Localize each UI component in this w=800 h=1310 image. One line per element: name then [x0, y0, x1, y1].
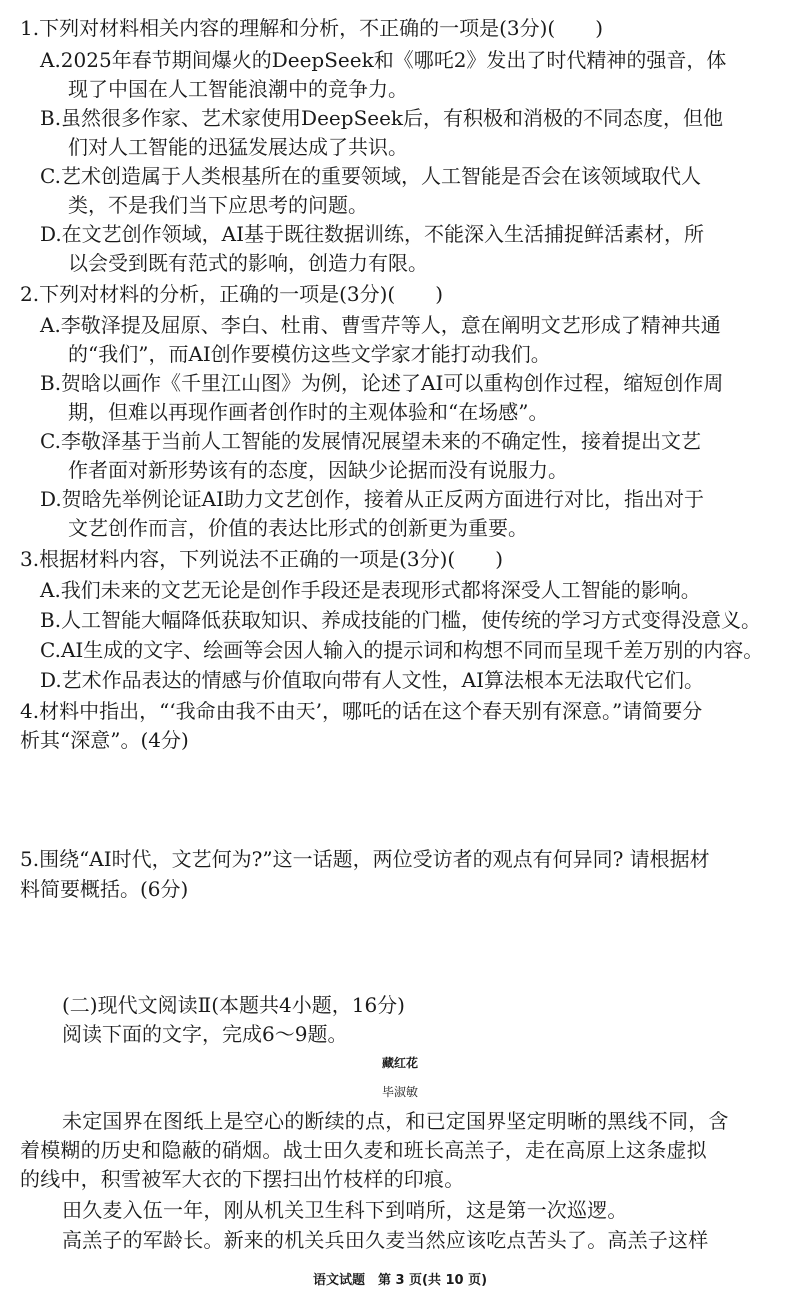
paragraph-2: 田久麦入伍一年，刚从机关卫生科下到哨所，这是第一次巡逻。: [62, 1198, 628, 1222]
paragraph-1-line-3: 的线中，积雪被军大衣的下摆扫出竹枝样的印痕。: [20, 1167, 465, 1191]
q2-option-c: C.李敬泽基于当前人工智能的发展情况展望未来的不确定性，接着提出文艺: [40, 429, 701, 453]
q1-option-d: D.在文艺创作领域，AI基于既往数据训练，不能深入生活捕捉鲜活素材，所: [40, 222, 705, 246]
article-author: 毕淑敏: [381, 1085, 418, 1099]
q1-option-b-cont: 们对人工智能的迅猛发展达成了共识。: [68, 135, 408, 159]
q3-option-c: C.AI生成的文字、绘画等会因人输入的提示词和构想不同而呈现千差万别的内容。: [40, 638, 764, 662]
q2-option-b-cont: 期，但难以再现作画者创作时的主观体验和“在场感”。: [68, 400, 549, 424]
q5-stem: 5.围绕“AI时代，文艺何为?”这一话题，两位受访者的观点有何异同? 请根据材: [20, 847, 710, 871]
q3-option-d: D.艺术作品表达的情感与价值取向带有人文性，AI算法根本无法取代它们。: [40, 668, 705, 692]
q3-stem: 3.根据材料内容，下列说法不正确的一项是(3分)( ): [20, 547, 504, 571]
q2-option-b: B.贺晗以画作《千里江山图》为例，论述了AI可以重构创作过程，缩短创作周: [40, 371, 724, 395]
q1-option-b: B.虽然很多作家、艺术家使用DeepSeek后，有积极和消极的不同态度，但他: [40, 106, 724, 130]
paragraph-3-line-1: 高羔子的军龄长。新来的机关兵田久麦当然应该吃点苦头了。高羔子这样: [62, 1228, 709, 1252]
q1-option-a: A.2025年春节期间爆火的DeepSeek和《哪吒2》发出了时代精神的强音，体: [40, 48, 727, 72]
q2-stem: 2.下列对材料的分析，正确的一项是(3分)( ): [20, 282, 444, 306]
section-instruction: 阅读下面的文字，完成6～9题。: [62, 1022, 348, 1046]
q1-option-d-cont: 以会受到既有范式的影响，创造力有限。: [68, 251, 428, 275]
article-title: 藏红花: [381, 1056, 418, 1070]
page-footer: 语文试题 第 3 页(共 10 页): [312, 1273, 488, 1288]
q1-option-c-cont: 类，不是我们当下应思考的问题。: [68, 193, 368, 217]
paragraph-1-line-1: 未定国界在图纸上是空心的断续的点，和已定国界坚定明晰的黑线不同，含: [62, 1109, 729, 1133]
q2-option-c-cont: 作者面对新形势该有的态度，因缺少论据而没有说服力。: [68, 458, 568, 482]
q1-stem: 1.下列对材料相关内容的理解和分析，不正确的一项是(3分)( ): [20, 16, 604, 40]
q4-stem: 4.材料中指出，“‘我命由我不由天’，哪吒的话在这个春天别有深意。”请简要分: [20, 699, 703, 723]
q2-option-d-cont: 文艺创作而言，价值的表达比形式的创新更为重要。: [68, 516, 528, 540]
q5-stem-cont: 料简要概括。(6分): [20, 877, 189, 901]
paragraph-1-line-2: 着模糊的历史和隐蔽的硝烟。战士田久麦和班长高羔子，走在高原上这条虚拟: [20, 1138, 707, 1162]
section-heading: (二)现代文阅读Ⅱ(本题共4小题，16分): [62, 993, 405, 1017]
q1-option-a-cont: 现了中国在人工智能浪潮中的竞争力。: [68, 77, 408, 101]
q2-option-d: D.贺晗先举例论证AI助力文艺创作，接着从正反两方面进行对比，指出对于: [40, 487, 705, 511]
q4-stem-cont: 析其“深意”。(4分): [20, 728, 189, 752]
q2-option-a-cont: 的“我们”，而AI创作要模仿这些文学家才能打动我们。: [68, 342, 551, 366]
q3-option-a: A.我们未来的文艺无论是创作手段还是表现形式都将深受人工智能的影响。: [40, 578, 701, 602]
q1-option-c: C.艺术创造属于人类根基所在的重要领域，人工智能是否会在该领域取代人: [40, 164, 701, 188]
q2-option-a: A.李敬泽提及屈原、李白、杜甫、曹雪芹等人，意在阐明文艺形成了精神共通: [40, 313, 721, 337]
q3-option-b: B.人工智能大幅降低获取知识、养成技能的门槛，使传统的学习方式变得没意义。: [40, 608, 762, 632]
